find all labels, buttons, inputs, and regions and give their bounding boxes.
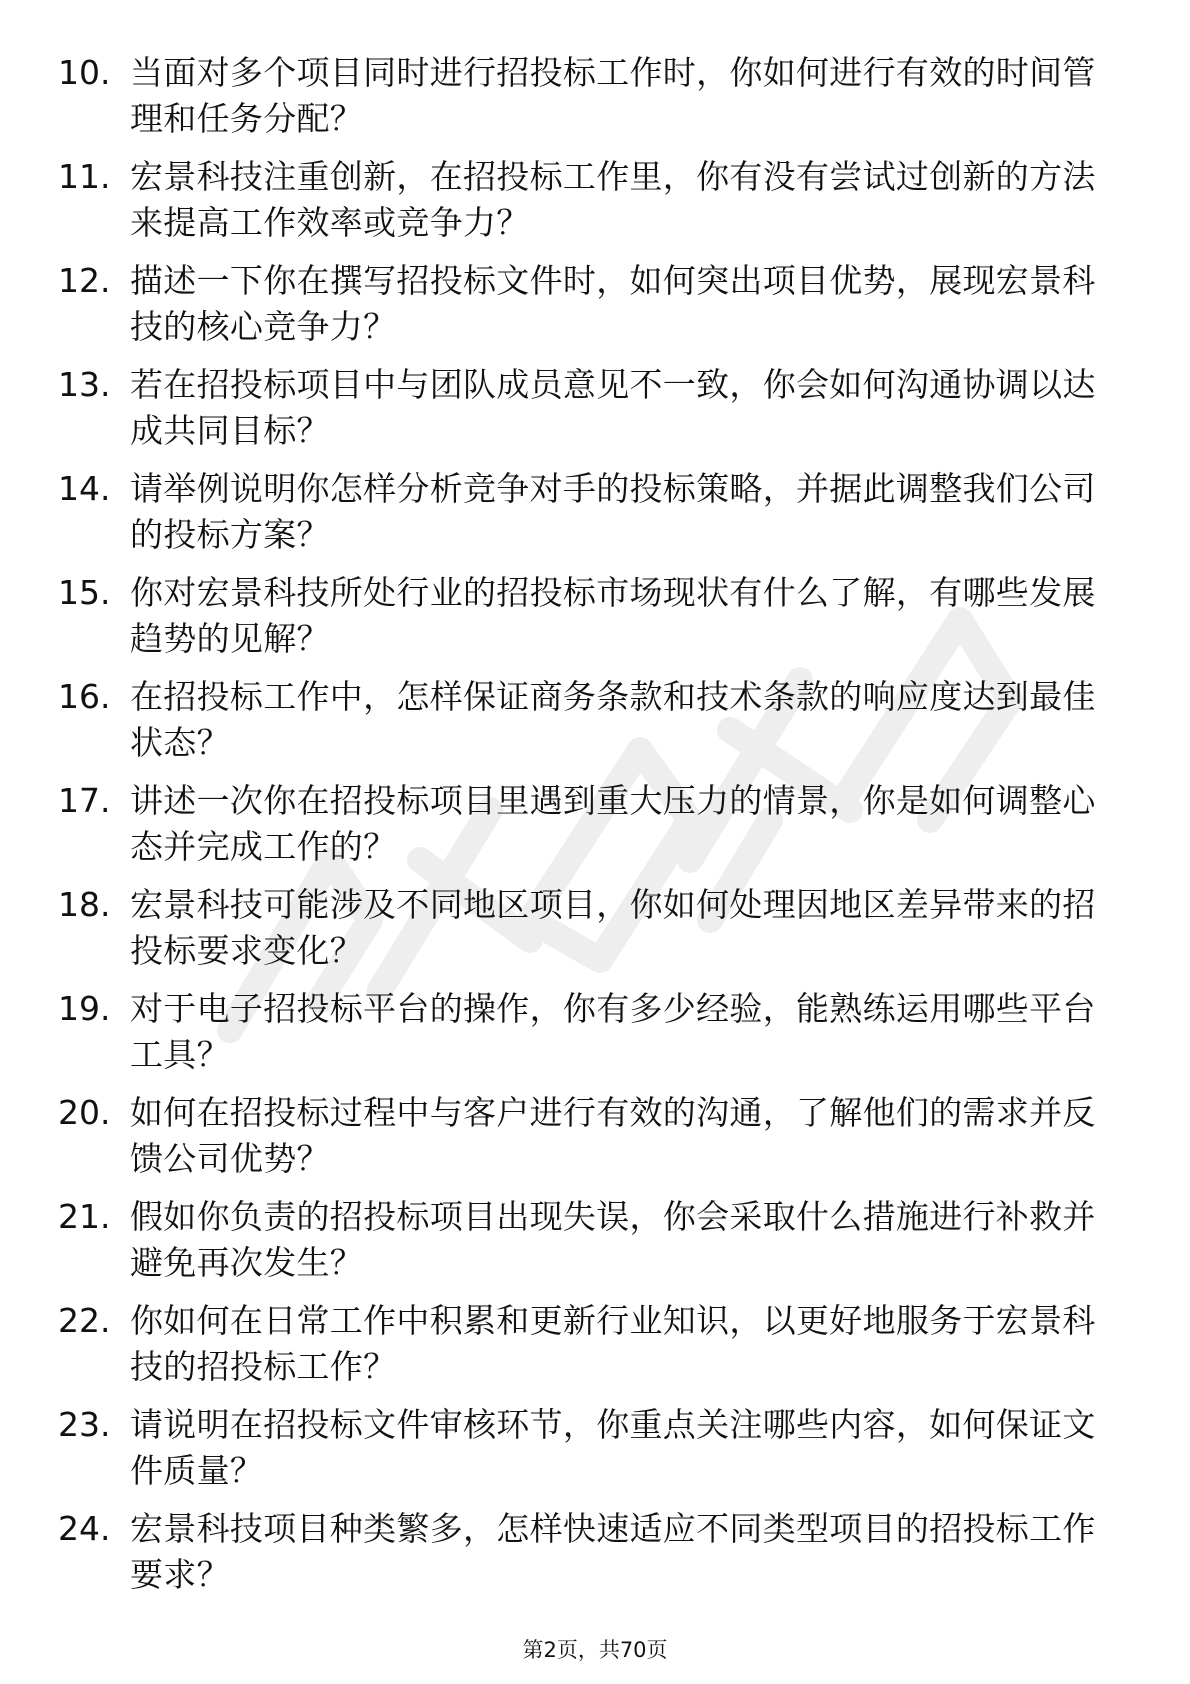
question-number: 16. [58,677,111,716]
question-number: 22. [58,1301,111,1340]
question-text: 讲述一次你在招投标项目里遇到重大压力的情景，你是如何调整心态并完成工作的？ [130,781,1096,866]
question-item [58,1194,1118,1298]
question-text: 描述一下你在撰写招投标文件时，如何突出项目优势，展现宏景科技的核心竞争力？ [130,261,1096,346]
question-item [58,50,1118,154]
question-number: 10. [58,53,111,92]
question-item [58,1506,1118,1610]
question-text: 你如何在日常工作中积累和更新行业知识，以更好地服务于宏景科技的招投标工作？ [130,1301,1096,1386]
question-number: 21. [58,1197,111,1236]
question-item [58,882,1118,986]
page-footer [0,1636,1190,1664]
question-item [58,362,1118,466]
question-item [58,466,1118,570]
question-text: 宏景科技注重创新，在招投标工作里，你有没有尝试过创新的方法来提高工作效率或竞争力？ [130,157,1096,242]
question-item [58,258,1118,362]
question-text: 你对宏景科技所处行业的招投标市场现状有什么了解，有哪些发展趋势的见解？ [130,573,1096,658]
question-item [58,570,1118,674]
question-text: 如何在招投标过程中与客户进行有效的沟通，了解他们的需求并反馈公司优势？ [130,1093,1096,1178]
question-text: 在招投标工作中，怎样保证商务条款和技术条款的响应度达到最佳状态？ [130,677,1096,762]
question-item [58,986,1118,1090]
question-text: 宏景科技可能涉及不同地区项目，你如何处理因地区差异带来的招投标要求变化？ [130,885,1096,970]
question-text: 假如你负责的招投标项目出现失误，你会采取什么措施进行补救并避免再次发生？ [130,1197,1096,1282]
question-number: 13. [58,365,111,404]
question-text: 宏景科技项目种类繁多，怎样快速适应不同类型项目的招投标工作要求？ [130,1509,1096,1594]
question-number: 24. [58,1509,111,1548]
question-number: 14. [58,469,111,508]
question-text: 请举例说明你怎样分析竞争对手的投标策略，并据此调整我们公司的投标方案？ [130,469,1096,554]
question-item [58,1402,1118,1506]
question-text: 对于电子招投标平台的操作，你有多少经验，能熟练运用哪些平台工具？ [130,989,1096,1074]
page-number-label: 第2页，共70页 [522,1638,668,1662]
question-number: 20. [58,1093,111,1132]
question-number: 18. [58,885,111,924]
question-item [58,1298,1118,1402]
question-text: 当面对多个项目同时进行招投标工作时，你如何进行有效的时间管理和任务分配？ [130,53,1096,138]
question-text: 请说明在招投标文件审核环节，你重点关注哪些内容，如何保证文件质量？ [130,1405,1096,1490]
question-number: 15. [58,573,111,612]
question-item [58,674,1118,778]
question-number: 12. [58,261,111,300]
question-list [58,50,1118,1610]
question-text: 若在招投标项目中与团队成员意见不一致，你会如何沟通协调以达成共同目标？ [130,365,1096,450]
question-item [58,154,1118,258]
question-item [58,1090,1118,1194]
question-item [58,778,1118,882]
question-number: 19. [58,989,111,1028]
question-number: 11. [58,157,111,196]
question-number: 17. [58,781,111,820]
question-number: 23. [58,1405,111,1444]
